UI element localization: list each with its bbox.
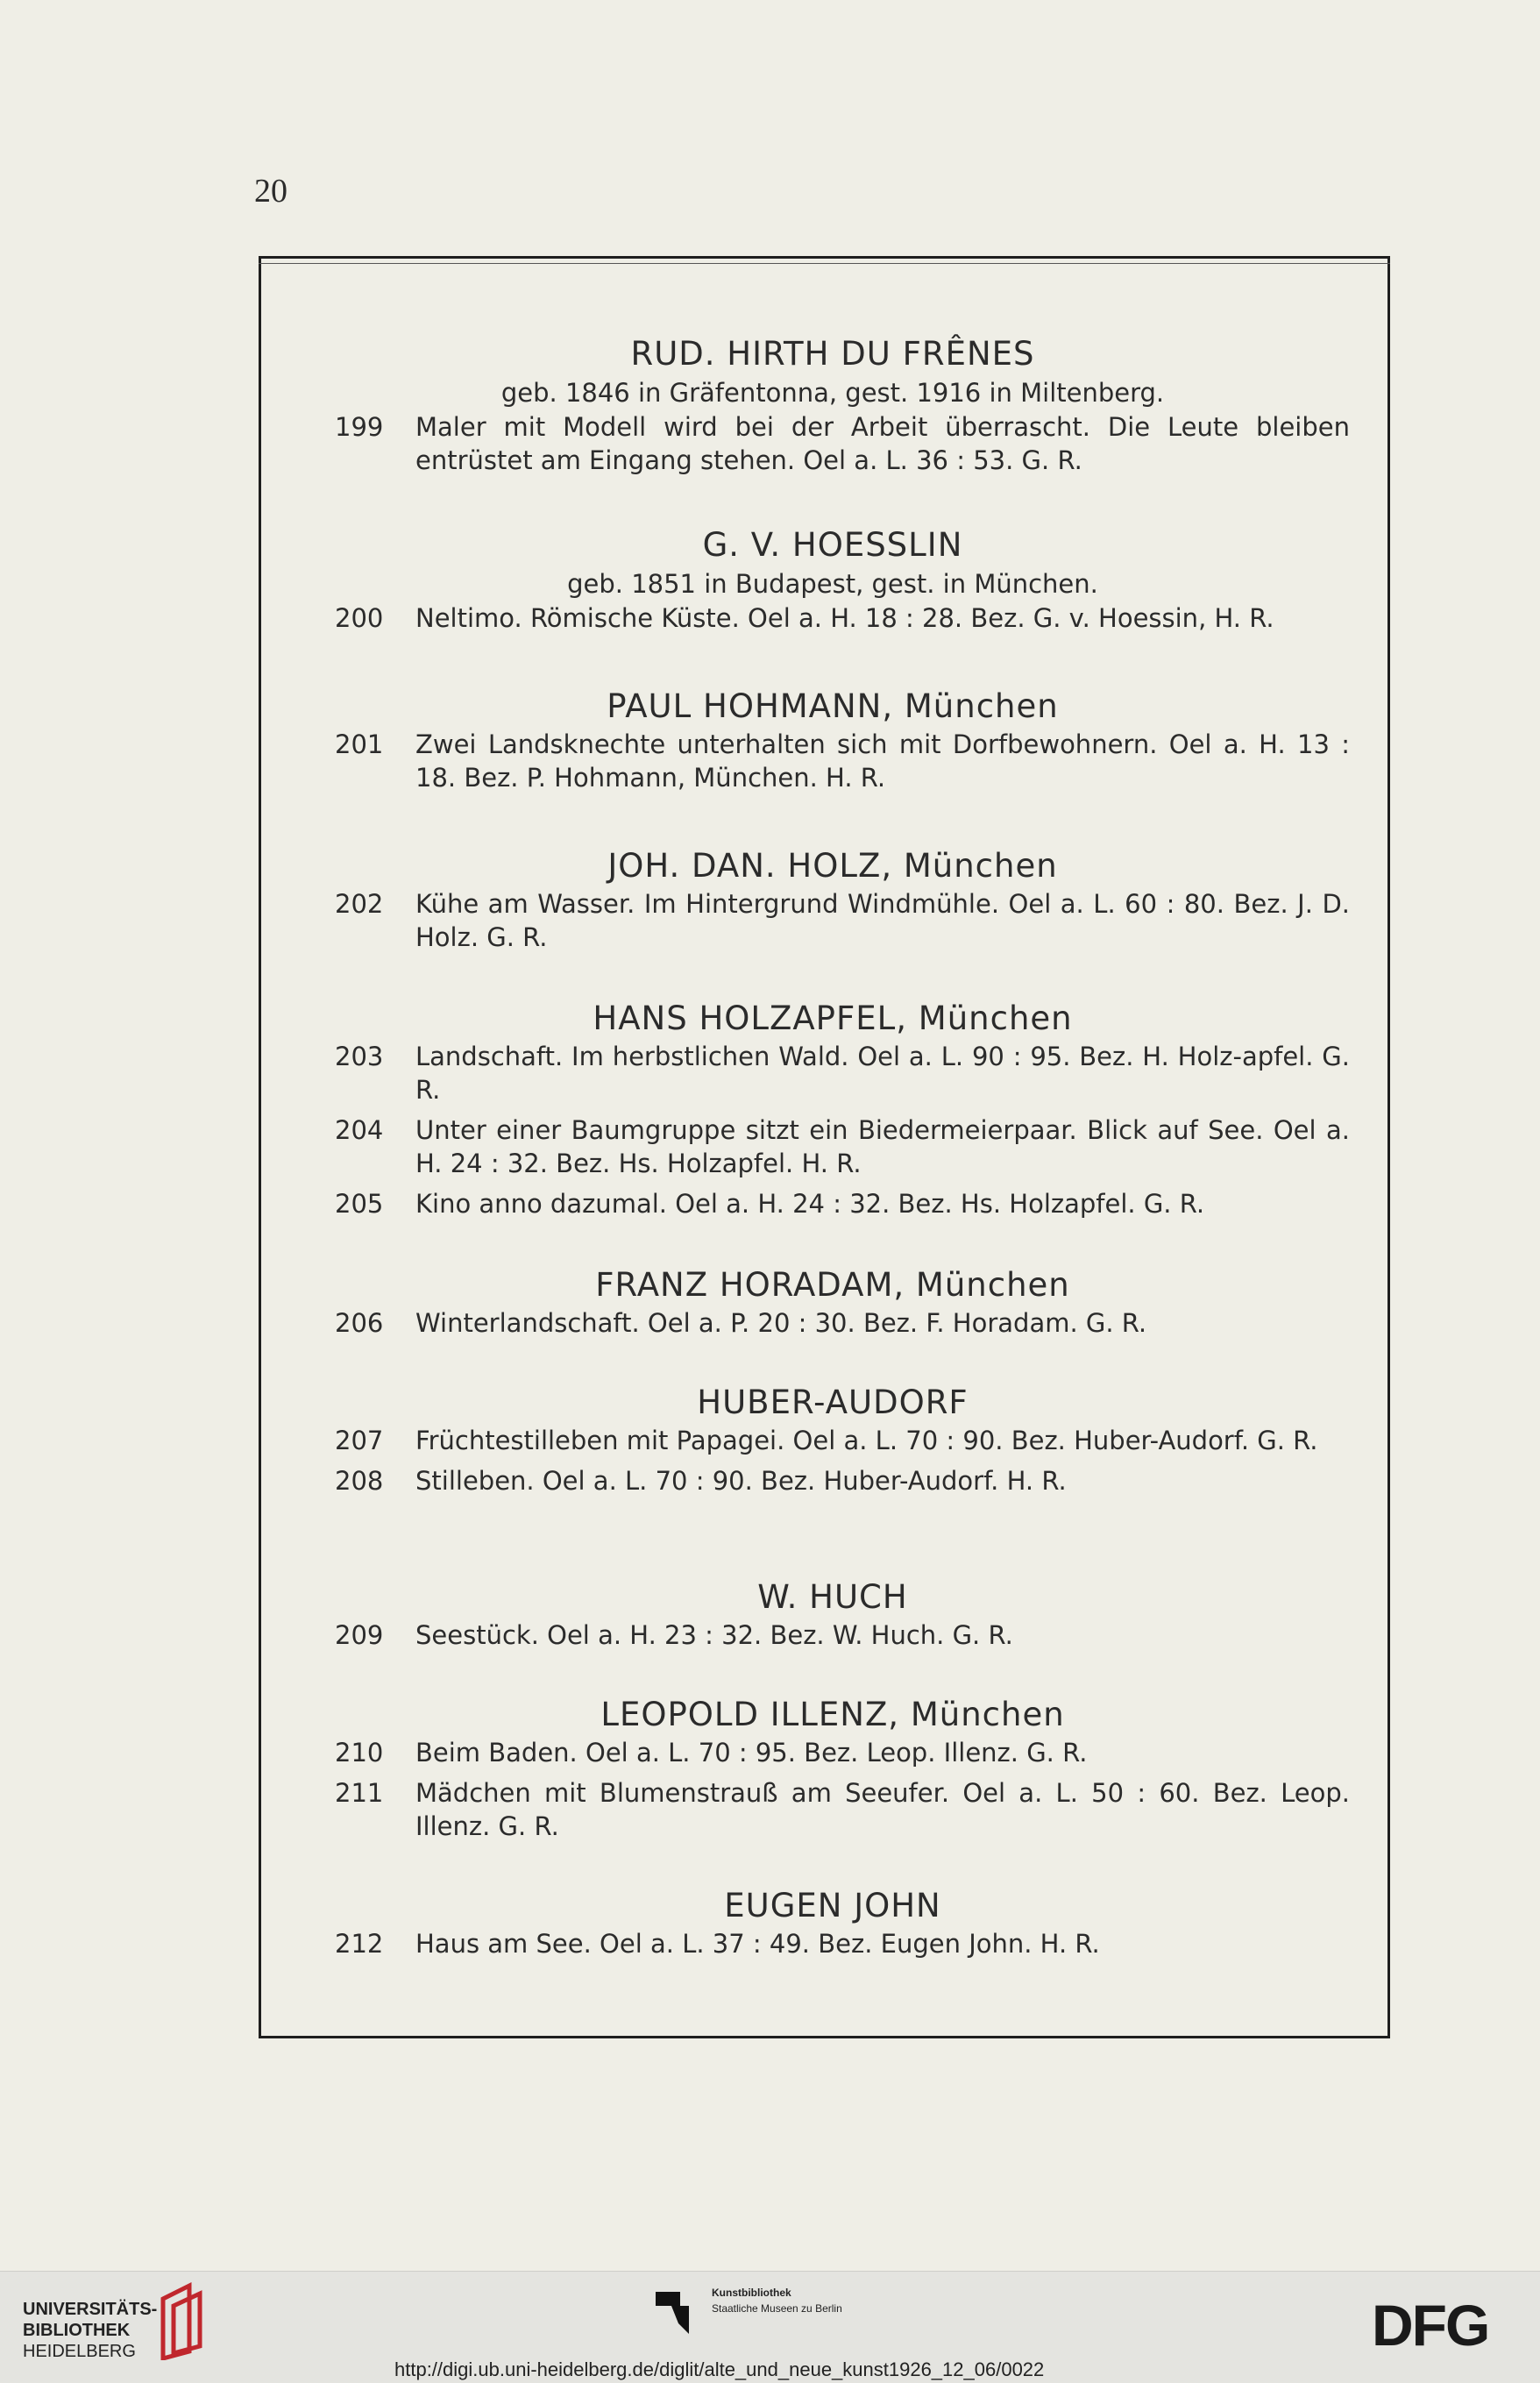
source-url-link[interactable]: http://digi.ub.uni-heidelberg.de/diglit/alte_und_neue_kunst1926_12_06/0022 — [394, 2358, 1045, 2380]
entry-number: 206 — [335, 1308, 384, 1338]
entry-text: Unter einer Baumgruppe sitzt ein Biedermeierpaar. Blick auf See. Oel a. H. 24 : 32. Bez. Hs. Holzapfel. H. R. — [415, 1115, 1350, 1178]
dfg-logo[interactable]: DFG — [1372, 2293, 1489, 2358]
artist-bio: geb. 1851 in Budapest, gest. in München. — [567, 569, 1098, 599]
entry-text: Kühe am Wasser. Im Hintergrund Windmühle. Oel a. L. 60 : 80. Bez. J. D. Holz. G. R. — [415, 889, 1350, 952]
catalog-entry — [316, 1927, 1350, 1960]
catalog-entry — [316, 728, 1350, 794]
entry-number: 210 — [335, 1738, 384, 1768]
artist-heading: FRANZ HORADAM, München — [595, 1266, 1070, 1304]
catalog-entry — [316, 1113, 1350, 1180]
kunstbibliothek-label[interactable] — [712, 2285, 842, 2316]
entry-number: 202 — [335, 889, 384, 919]
entry-text: Stilleben. Oel a. L. 70 : 90. Bez. Huber-Audorf. H. R. — [415, 1466, 1067, 1496]
catalog-entry — [316, 410, 1350, 477]
catalog-section — [316, 686, 1350, 801]
frame-rule — [259, 263, 1390, 264]
catalog-entry — [316, 887, 1350, 954]
entry-text: Früchtestilleben mit Papagei. Oel a. L. 70 : 90. Bez. Huber-Audorf. G. R. — [415, 1426, 1318, 1455]
catalog-section — [316, 333, 1350, 484]
ub-logo-line: UNIVERSITÄTS- — [23, 2300, 158, 2319]
entry-number: 212 — [335, 1929, 384, 1959]
entry-number: 207 — [335, 1426, 384, 1455]
entry-text: Landschaft. Im herbstlichen Wald. Oel a. L. 90 : 95. Bez. H. Holz-apfel. G. R. — [415, 1042, 1350, 1105]
entry-number: 200 — [335, 603, 384, 633]
entry-text: Beim Baden. Oel a. L. 70 : 95. Bez. Leop. Illenz. G. R. — [415, 1738, 1088, 1768]
catalog-entry — [316, 1464, 1350, 1497]
entry-text: Maler mit Modell wird bei der Arbeit überrascht. Die Leute bleiben entrüstet am Eingang stehen. Oel a. L. 36 : 53. G. R. — [415, 412, 1350, 475]
catalog-section — [316, 1885, 1350, 1967]
entry-text: Neltimo. Römische Küste. Oel a. H. 18 : 28. Bez. G. v. Hoessin, H. R. — [415, 603, 1274, 633]
kb-label-line: Staatliche Museen zu Berlin — [712, 2302, 842, 2315]
entry-text: Winterlandschaft. Oel a. P. 20 : 30. Bez. F. Horadam. G. R. — [415, 1308, 1147, 1338]
ub-heidelberg-logo[interactable] — [23, 2299, 157, 2362]
ub-mark-icon — [154, 2281, 216, 2360]
entry-number: 201 — [335, 729, 384, 759]
entry-number: 208 — [335, 1466, 384, 1496]
catalog-entry — [316, 1776, 1350, 1843]
catalog-entry — [316, 1618, 1350, 1652]
kunstbibliothek-logo-icon — [654, 2285, 705, 2336]
ub-logo-line: BIBLIOTHEK — [23, 2321, 131, 2340]
catalog-entry — [316, 1736, 1350, 1769]
catalog-section — [316, 845, 1350, 961]
entry-text: Kino anno dazumal. Oel a. H. 24 : 32. Bez. Hs. Holzapfel. G. R. — [415, 1189, 1205, 1219]
entry-number: 209 — [335, 1620, 384, 1650]
kb-label-line: Kunstbibliothek — [712, 2287, 791, 2299]
artist-heading: PAUL HOHMANN, München — [607, 687, 1059, 725]
catalog-section — [316, 1264, 1350, 1347]
catalog-entry — [316, 601, 1350, 635]
entry-number: 203 — [335, 1042, 384, 1071]
catalog-section — [316, 524, 1350, 642]
artist-heading: EUGEN JOHN — [724, 1887, 941, 1924]
artist-heading: RUD. HIRTH DU FRÊNES — [630, 335, 1035, 373]
entry-text: Mädchen mit Blumenstrauß am Seeufer. Oel a. L. 50 : 60. Bez. Leop. Illenz. G. R. — [415, 1778, 1350, 1841]
ub-logo-line: HEIDELBERG — [23, 2342, 136, 2361]
catalog-section — [316, 1576, 1350, 1659]
entry-text: Haus am See. Oel a. L. 37 : 49. Bez. Eugen John. H. R. — [415, 1929, 1100, 1959]
artist-heading: W. HUCH — [757, 1578, 908, 1616]
artist-bio: geb. 1846 in Gräfentonna, gest. 1916 in Miltenberg. — [500, 378, 1165, 408]
catalog-section — [316, 1694, 1350, 1850]
entry-number: 199 — [335, 412, 384, 442]
catalog-section — [316, 998, 1350, 1227]
artist-heading: JOH. DAN. HOLZ, München — [607, 847, 1058, 885]
catalog-section — [316, 1382, 1350, 1504]
artist-heading: HUBER-AUDORF — [697, 1384, 969, 1421]
catalog-entry — [316, 1424, 1350, 1457]
artist-heading: LEOPOLD ILLENZ, München — [600, 1696, 1065, 1733]
entry-text: Seestück. Oel a. H. 23 : 32. Bez. W. Huch. G. R. — [415, 1620, 1013, 1650]
artist-heading: G. V. HOESSLIN — [702, 526, 963, 564]
entry-number: 204 — [335, 1115, 384, 1145]
entry-number: 211 — [335, 1778, 384, 1808]
catalog-entry — [316, 1187, 1350, 1220]
entry-number: 205 — [335, 1189, 384, 1219]
catalog-entry — [316, 1040, 1350, 1106]
artist-heading: HANS HOLZAPFEL, München — [593, 999, 1073, 1037]
entry-text: Zwei Landsknechte unterhalten sich mit Dorfbewohnern. Oel a. H. 13 : 18. Bez. P. Hohmann, München. H. R. — [415, 729, 1350, 793]
catalog-entry — [316, 1306, 1350, 1340]
page-number: 20 — [254, 173, 287, 210]
